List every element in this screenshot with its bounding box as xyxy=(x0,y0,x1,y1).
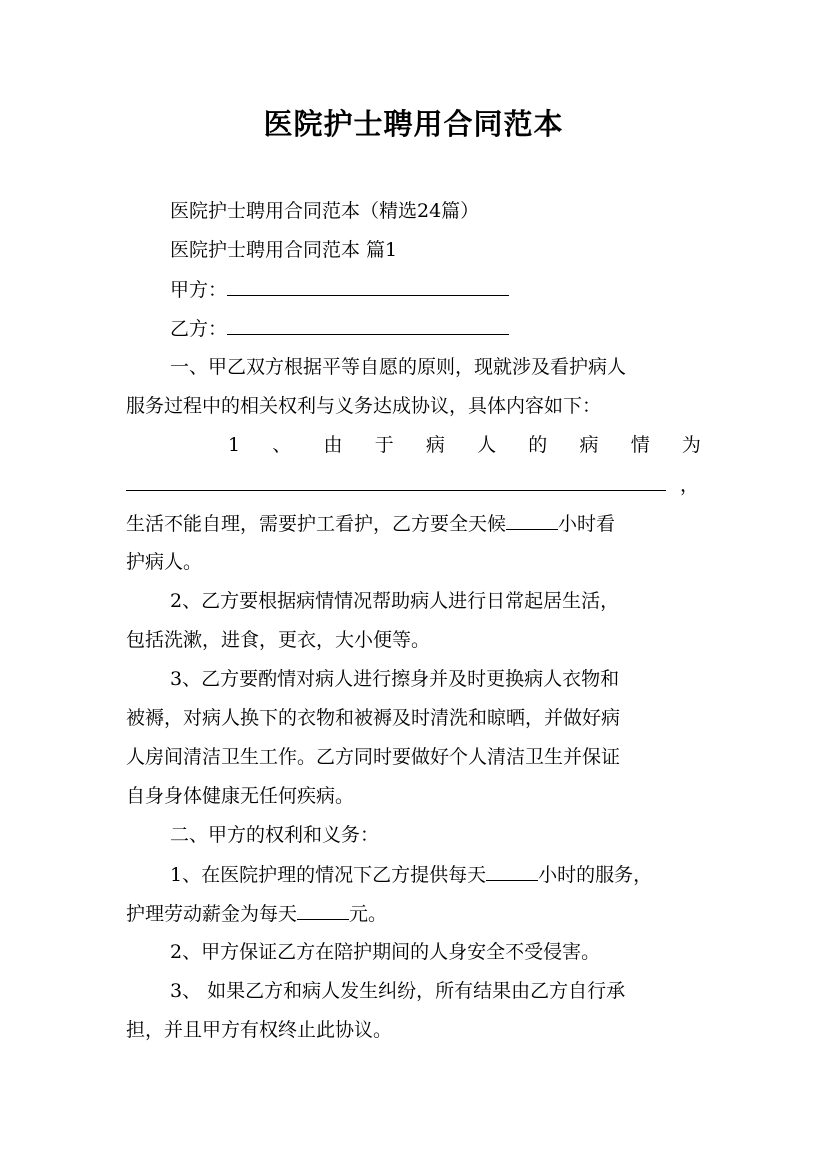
item-2-line-1: 2、乙方要根据病情情况帮助病人进行日常起居生活， xyxy=(170,590,620,612)
item-3-line-3: 人房间清洁卫生工作。乙方同时要做好个人清洁卫生并保证 xyxy=(126,746,621,768)
item-1-char: 1 xyxy=(228,434,241,456)
section-heading: 医院护士聘用合同范本 篇1 xyxy=(170,239,398,261)
item-1-justified-line xyxy=(228,433,701,457)
part-2-item-3-line-2: 担，并且甲方有权终止此协议。 xyxy=(126,1019,393,1041)
item-1-line-3 xyxy=(126,511,615,536)
item-1-comma: ， xyxy=(680,474,700,496)
item-1-char: 病 xyxy=(579,434,599,456)
item-1-char: 为 xyxy=(681,434,701,456)
document-subtitle: 医院护士聘用合同范本（精选24篇） xyxy=(170,200,480,222)
document-title: 医院护士聘用合同范本 xyxy=(263,107,564,141)
party-a-line xyxy=(170,277,509,302)
party-b-line xyxy=(170,316,509,341)
item-1-blank-line xyxy=(126,472,699,497)
paragraph-1-line-1: 一、甲乙双方根据平等自愿的原则，现就涉及看护病人 xyxy=(170,356,627,378)
item-1-char: 的 xyxy=(528,434,548,456)
item-1-char: 由 xyxy=(323,434,343,456)
item-2-line-2: 包括洗漱，进食，更衣，大小便等。 xyxy=(126,629,431,651)
party-b-blank xyxy=(227,316,509,335)
part-2-item-2: 2、甲方保证乙方在陪护期间的人身安全不受侵害。 xyxy=(170,941,601,963)
item-1-line-4: 护病人。 xyxy=(126,551,203,573)
part-2-item-1-line-1 xyxy=(170,862,652,887)
party-a-label: 甲方： xyxy=(170,279,228,301)
hours-blank xyxy=(506,511,558,530)
item-1-line-3-text: 生活不能自理，需要护工看护，乙方要全天候 xyxy=(126,513,507,535)
party-a-blank xyxy=(227,277,509,296)
part-2-item-1-text: 1、在医院护理的情况下乙方提供每天 xyxy=(170,864,487,886)
part-2-heading: 二、甲方的权利和义务： xyxy=(170,824,380,846)
part-2-item-3-line-1: 3、 如果乙方和病人发生纠纷，所有结果由乙方自行承 xyxy=(170,980,626,1002)
salary-blank xyxy=(297,901,349,920)
part-2-item-1-tail: 小时的服务， xyxy=(538,864,653,886)
party-b-label: 乙方： xyxy=(170,318,228,340)
condition-blank xyxy=(126,472,666,491)
item-1-char: 情 xyxy=(630,434,650,456)
item-3-line-4: 自身身体健康无任何疾病。 xyxy=(126,785,355,807)
daily-hours-blank xyxy=(486,862,538,881)
paragraph-1-line-2: 服务过程中的相关权利与义务达成协议，具体内容如下： xyxy=(126,395,602,417)
item-3-line-1: 3、乙方要酌情对病人进行擦身并及时更换病人衣物和 xyxy=(170,668,620,690)
part-2-item-1-line-2 xyxy=(126,901,387,926)
salary-unit: 元。 xyxy=(349,903,388,925)
salary-text: 护理劳动薪金为每天 xyxy=(126,903,298,925)
item-3-line-2: 被褥，对病人换下的衣物和被褥及时清洗和晾晒，并做好病 xyxy=(126,707,621,729)
item-1-char: 人 xyxy=(477,434,497,456)
item-1-char: 于 xyxy=(374,434,394,456)
item-1-char: 、 xyxy=(272,434,292,456)
item-1-char: 病 xyxy=(425,434,445,456)
item-1-line-3-tail: 小时看 xyxy=(558,513,616,535)
